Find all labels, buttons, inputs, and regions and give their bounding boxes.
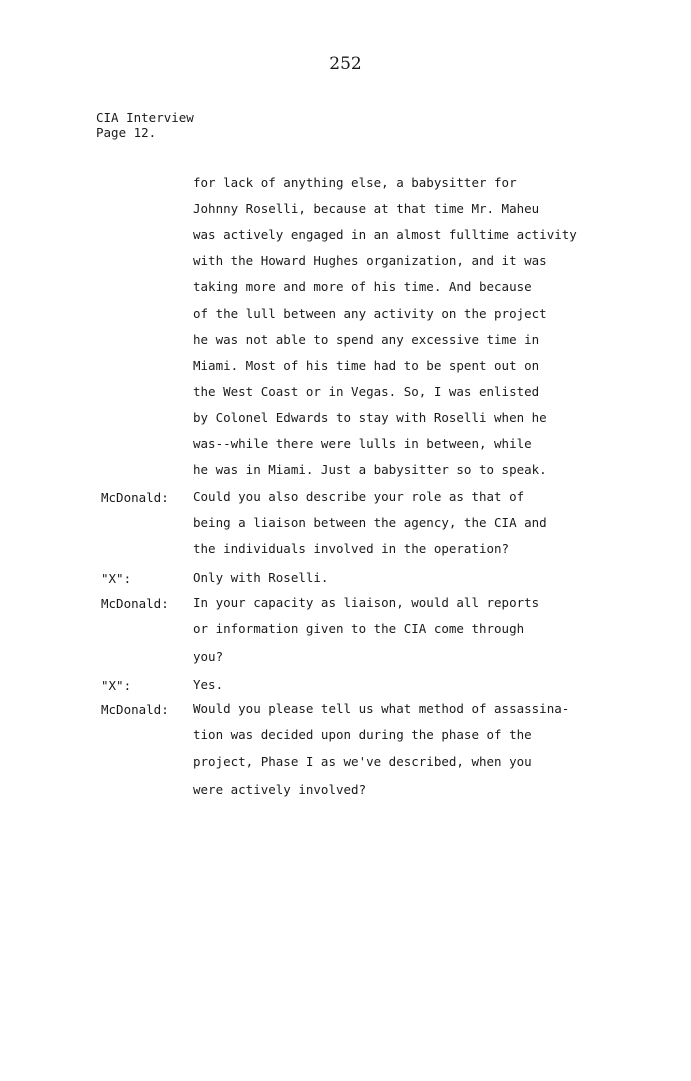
page-number: 252: [329, 54, 362, 74]
transcript-line: was--while there were lulls in between, while: [193, 436, 532, 451]
transcript-line: he was in Miami. Just a babysitter so to speak.: [193, 462, 547, 477]
transcript-line: was actively engaged in an almost fulltime activity: [193, 227, 577, 242]
transcript-line: Only with Roselli.: [193, 570, 329, 585]
header-page-ref: Page 12.: [96, 125, 157, 140]
transcript-line: he was not able to spend any excessive time in: [193, 332, 540, 347]
transcript-line: project, Phase I as we've described, when you: [193, 754, 532, 769]
transcript-line: taking more and more of his time. And because: [193, 279, 532, 294]
transcript-line: or information given to the CIA come through: [193, 621, 525, 636]
transcript-line: Yes.: [193, 677, 224, 692]
speaker-label: "X":: [101, 571, 132, 586]
transcript-line: tion was decided upon during the phase of the: [193, 727, 532, 742]
transcript-line: Would you please tell us what method of assassina-: [193, 701, 570, 716]
transcript-line: the individuals involved in the operation?: [193, 541, 510, 556]
transcript-line: with the Howard Hughes organization, and it was: [193, 253, 547, 268]
speaker-label: McDonald:: [101, 490, 169, 505]
header-title: CIA Interview: [96, 110, 194, 125]
transcript-line: Johnny Roselli, because at that time Mr. Maheu: [193, 201, 540, 216]
transcript-line: were actively involved?: [193, 782, 367, 797]
transcript-line: In your capacity as liaison, would all reports: [193, 595, 540, 610]
transcript-line: being a liaison between the agency, the CIA and: [193, 515, 547, 530]
transcript-line: for lack of anything else, a babysitter for: [193, 175, 517, 190]
transcript-line: of the lull between any activity on the project: [193, 306, 547, 321]
speaker-label: McDonald:: [101, 596, 169, 611]
transcript-line: Miami. Most of his time had to be spent out on: [193, 358, 540, 373]
transcript-line: you?: [193, 649, 224, 664]
transcript-line: by Colonel Edwards to stay with Roselli when he: [193, 410, 547, 425]
transcript-line: the West Coast or in Vegas. So, I was enlisted: [193, 384, 540, 399]
speaker-label: "X":: [101, 678, 132, 693]
speaker-label: McDonald:: [101, 702, 169, 717]
transcript-line: Could you also describe your role as that of: [193, 489, 525, 504]
